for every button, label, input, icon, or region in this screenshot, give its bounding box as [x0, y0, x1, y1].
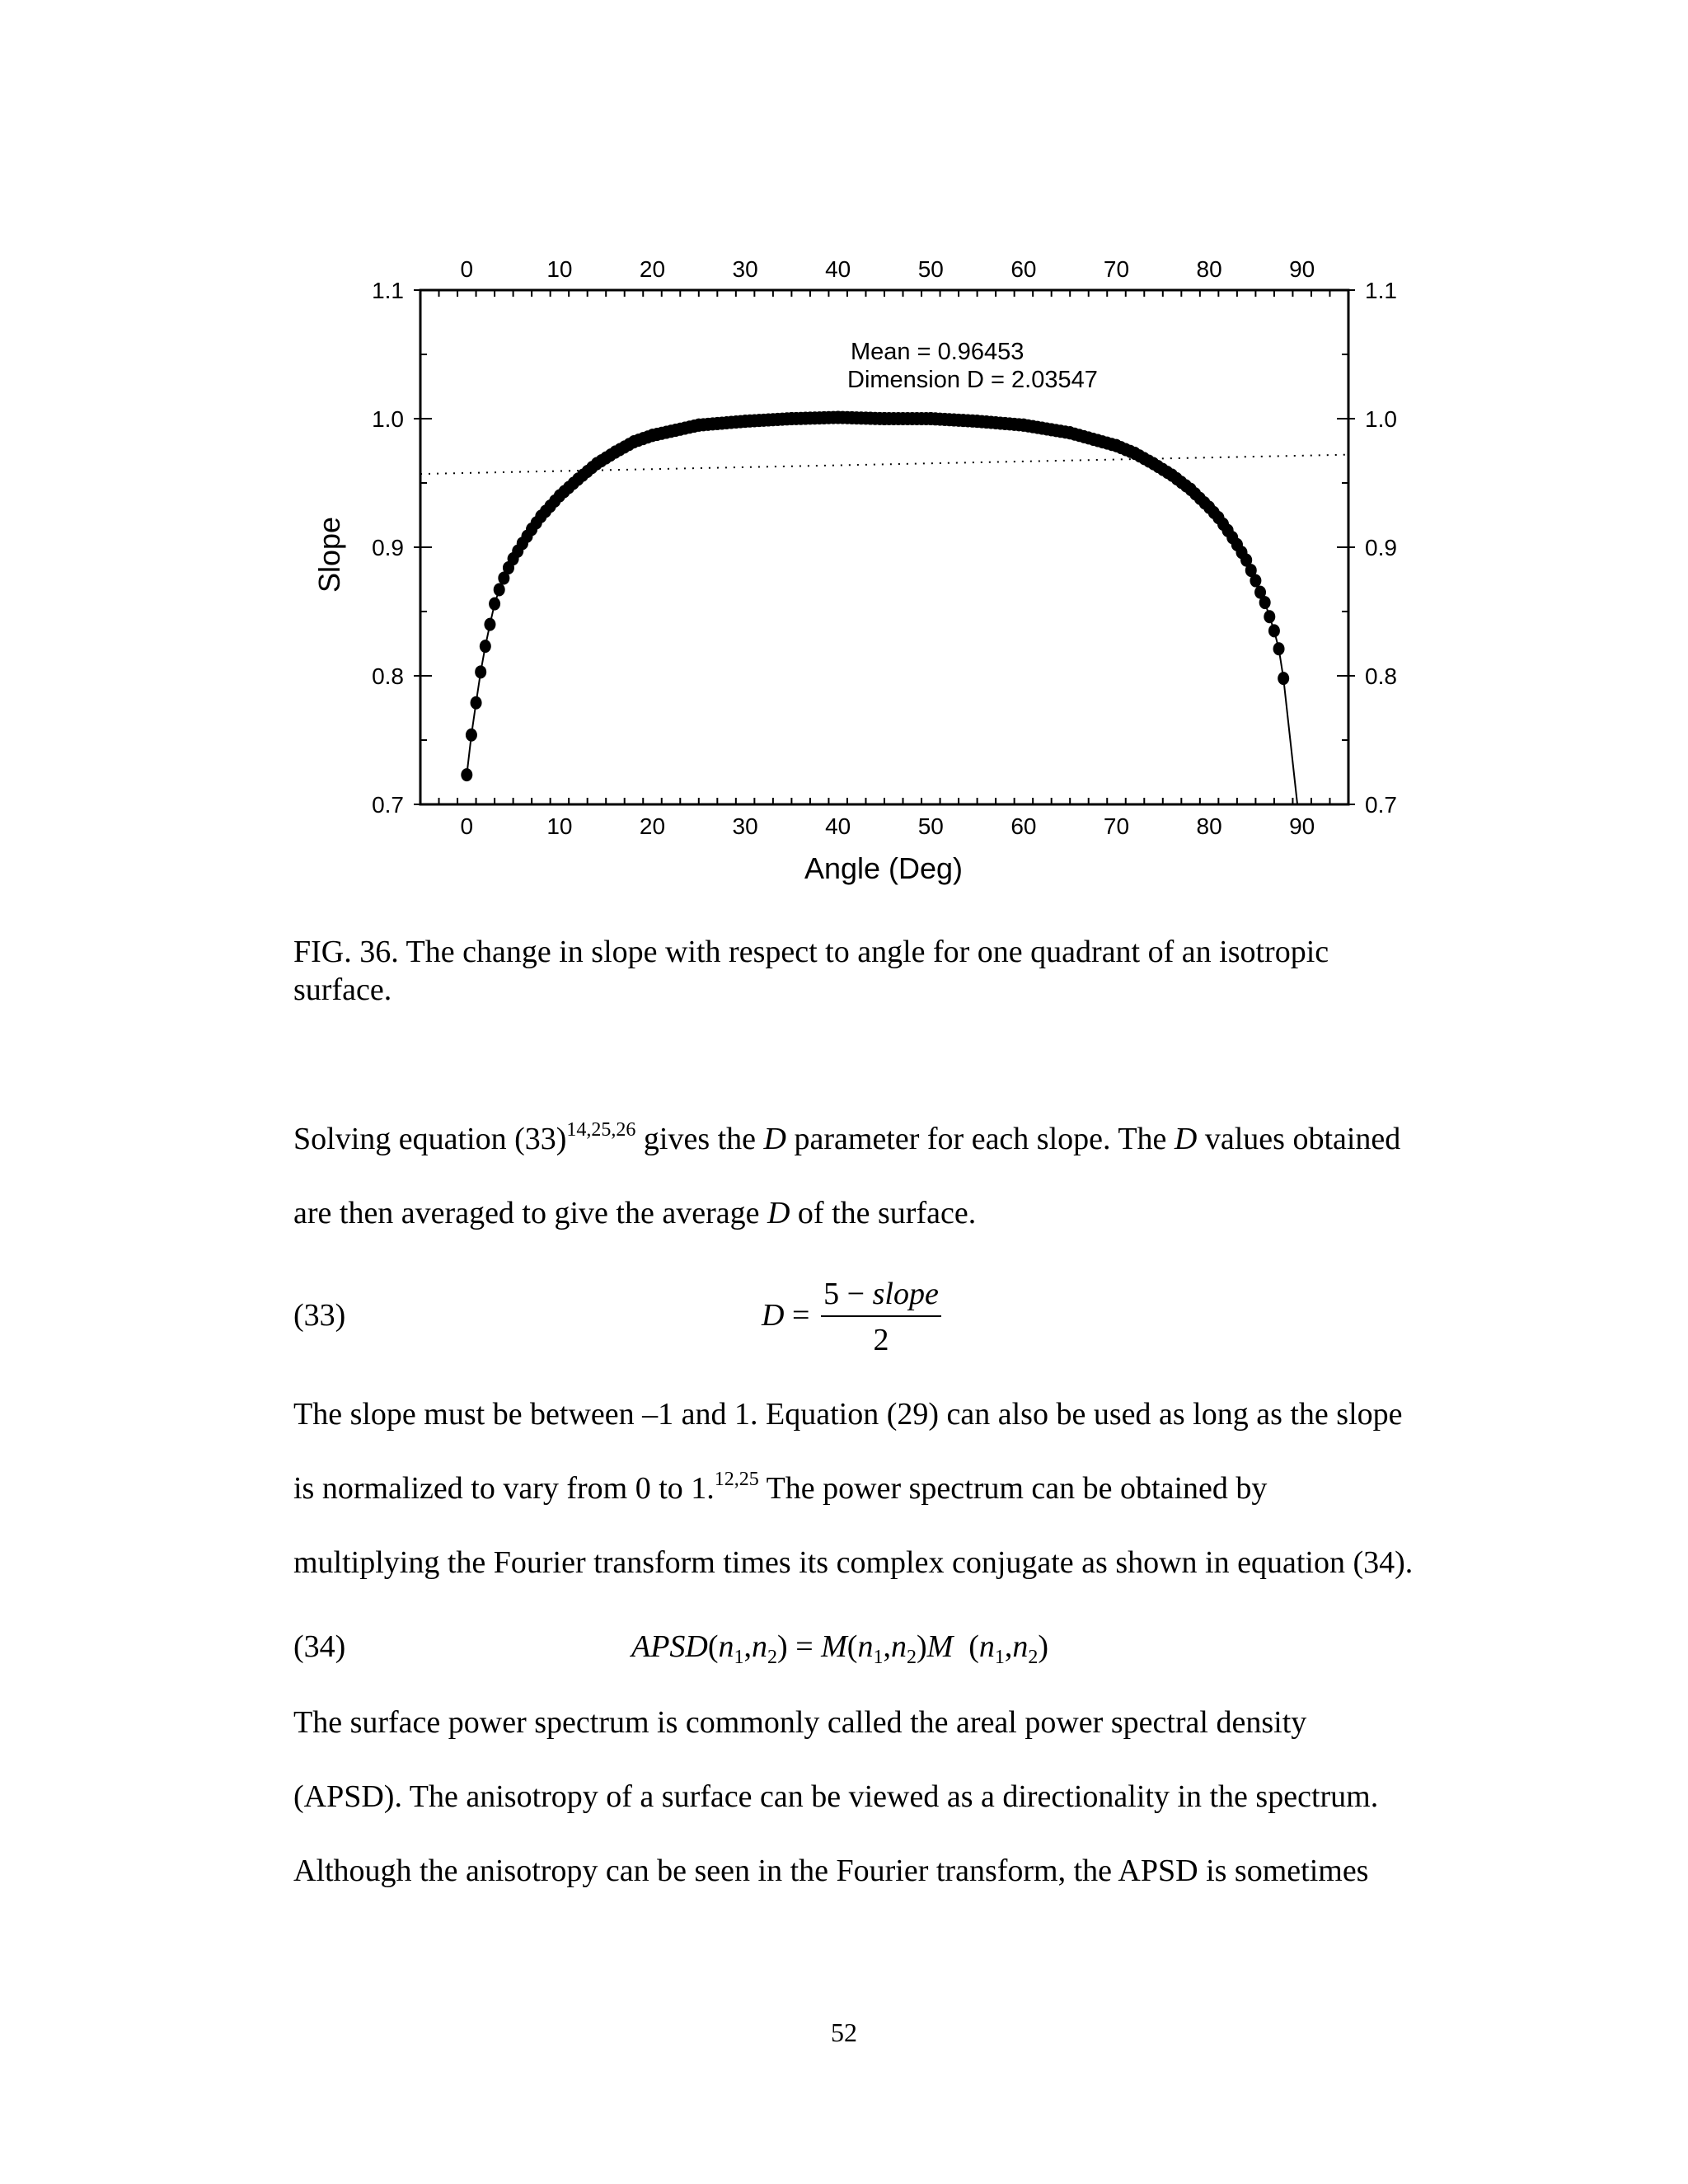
text: of the surface.: [790, 1196, 977, 1230]
annotation-mean: Mean = 0.96453: [851, 339, 1025, 365]
data-point: [1278, 672, 1289, 685]
data-point: [785, 412, 797, 425]
paragraph-2-line-2: [293, 1470, 1267, 1507]
data-point: [879, 412, 890, 425]
data-point: [1111, 439, 1123, 452]
text: gives the: [635, 1122, 764, 1156]
citation: 12,25: [714, 1469, 759, 1490]
data-point: [1268, 624, 1280, 637]
y-tick-label-right: 1.1: [1365, 278, 1397, 303]
x-tick-label-top: 70: [1103, 256, 1130, 282]
data-point: [1185, 483, 1197, 496]
x-tick-label-top: 60: [1010, 256, 1037, 282]
data-point: [545, 499, 556, 513]
text: is normalized to vary from 0 to 1.: [293, 1471, 715, 1506]
x-tick-label-bottom: 30: [732, 813, 758, 839]
data-point: [1129, 447, 1141, 460]
data-point: [1203, 501, 1215, 514]
equals: =: [784, 1298, 810, 1333]
data-point: [489, 598, 500, 611]
figure-caption: [293, 933, 1447, 1009]
y-tick-label-right: 0.8: [1365, 663, 1397, 689]
data-point: [484, 618, 495, 631]
data-point: [1264, 610, 1275, 623]
x-tick-label-top: 0: [460, 256, 474, 282]
data-point: [475, 665, 486, 678]
paragraph-3-line-2: (APSD). The anisotropy of a surface can be viewed as a directionality in the spectrum.: [293, 1779, 1379, 1814]
slope-vs-angle-chart: [0, 0, 1688, 923]
var-d: D: [1174, 1122, 1198, 1156]
data-point: [1231, 538, 1243, 551]
data-point: [554, 490, 565, 503]
data-point: [1166, 469, 1178, 482]
data-point: [628, 435, 640, 448]
x-tick-label-bottom: 10: [546, 813, 573, 839]
x-tick-label-top: 50: [917, 256, 944, 282]
x-tick-label-top: 40: [825, 256, 851, 282]
data-point: [1018, 419, 1029, 432]
caption-line-2: surface.: [293, 972, 392, 1007]
page-number: 52: [831, 2018, 857, 2047]
var-d: D: [767, 1196, 790, 1230]
data-point: [480, 640, 491, 653]
text: values obtained: [1197, 1122, 1401, 1156]
annotation-dimension: Dimension D = 2.03547: [847, 367, 1098, 393]
data-points: [461, 410, 1289, 781]
mean-line-group: [420, 455, 1348, 474]
citation: 14,25,26: [566, 1119, 636, 1141]
data-point: [1212, 511, 1224, 524]
var-d: D: [762, 1298, 785, 1333]
y-tick-label-left: 1.0: [372, 406, 404, 432]
data-point: [1064, 426, 1076, 439]
var-d: D: [763, 1122, 786, 1156]
data-point: [1222, 524, 1234, 537]
y-tick-label-left: 0.7: [372, 792, 404, 818]
x-tick-label-bottom: 60: [1010, 813, 1037, 839]
x-tick-label-bottom: 0: [460, 813, 474, 839]
denominator: 2: [873, 1323, 889, 1357]
text: The power spectrum can be obtained by: [758, 1471, 1268, 1506]
data-point: [591, 457, 603, 471]
x-axis-label: Angle (Deg): [804, 851, 964, 885]
fraction-bar: [821, 1315, 941, 1317]
x-tick-label-bottom: 70: [1103, 813, 1130, 839]
paragraph-1-line-2: [293, 1195, 976, 1231]
numerator: 5 − slope: [823, 1277, 939, 1311]
paragraph-2-line-1: The slope must be between –1 and 1. Equation (29) can also be used as long as the slope: [293, 1397, 1403, 1432]
data-point: [972, 415, 983, 428]
x-tick-label-top: 20: [639, 256, 666, 282]
data-point: [461, 768, 472, 781]
text: are then averaged to give the average: [293, 1196, 767, 1230]
data-point: [832, 410, 844, 424]
data-point: [526, 523, 537, 536]
text: Solving equation (33): [293, 1122, 567, 1156]
data-point: [517, 537, 528, 550]
x-tick-label-top: 30: [732, 256, 758, 282]
paragraph-3-line-1: The surface power spectrum is commonly called the areal power spectral density: [293, 1705, 1307, 1740]
data-point: [466, 729, 477, 742]
y-tick-label-right: 1.0: [1365, 406, 1397, 432]
mean-line: [420, 455, 1348, 474]
data-point: [1259, 596, 1271, 609]
x-tick-label-bottom: 80: [1196, 813, 1222, 839]
y-tick-label-right: 0.9: [1365, 535, 1397, 560]
y-axis-label: Slope: [312, 516, 346, 593]
x-tick-label-top: 80: [1196, 256, 1222, 282]
paragraph-2-line-3: multiplying the Fourier transform times its complex conjugate as shown in equation (34).: [293, 1545, 1414, 1580]
data-point: [572, 472, 584, 485]
data-point: [925, 412, 936, 425]
y-tick-label-left: 0.9: [372, 535, 404, 560]
data-point: [1250, 574, 1261, 588]
data-point: [609, 446, 621, 459]
data-point: [1148, 457, 1160, 471]
equation-34-number: (34): [293, 1629, 346, 1664]
data-point: [647, 429, 659, 442]
x-tick-label-bottom: 40: [825, 813, 851, 839]
x-tick-label-top: 90: [1289, 256, 1315, 282]
x-tick-label-bottom: 50: [917, 813, 944, 839]
data-point: [535, 510, 546, 523]
x-tick-label-bottom: 20: [639, 813, 666, 839]
equation-34: $APSD(n_1,n_2) = M(n_1,n_2)M$ $(n_1,n_2)$: [631, 1629, 1049, 1668]
data-point: [693, 419, 705, 432]
x-tick-label-top: 10: [546, 256, 573, 282]
paragraph-3-line-3: Although the anisotropy can be seen in the Fourier transform, the APSD is sometimes: [293, 1854, 1369, 1888]
data-point: [1273, 642, 1285, 655]
data-point: [739, 415, 751, 428]
equation-33-fraction: [821, 1276, 941, 1358]
equation-33-number: (33): [293, 1298, 346, 1333]
paragraph-1-line-1: [293, 1121, 1400, 1157]
x-tick-label-bottom: 90: [1289, 813, 1315, 839]
y-tick-label-left: 0.8: [372, 663, 404, 689]
equation-33-lhs: [762, 1297, 809, 1333]
data-point: [494, 583, 505, 596]
y-tick-label-left: 1.1: [372, 278, 404, 303]
y-tick-label-right: 0.7: [1365, 792, 1397, 818]
caption-line-1: FIG. 36. The change in slope with respect to angle for one quadrant of an isotropic: [293, 935, 1329, 969]
text: parameter for each slope. The: [786, 1122, 1175, 1156]
data-point: [471, 696, 482, 710]
